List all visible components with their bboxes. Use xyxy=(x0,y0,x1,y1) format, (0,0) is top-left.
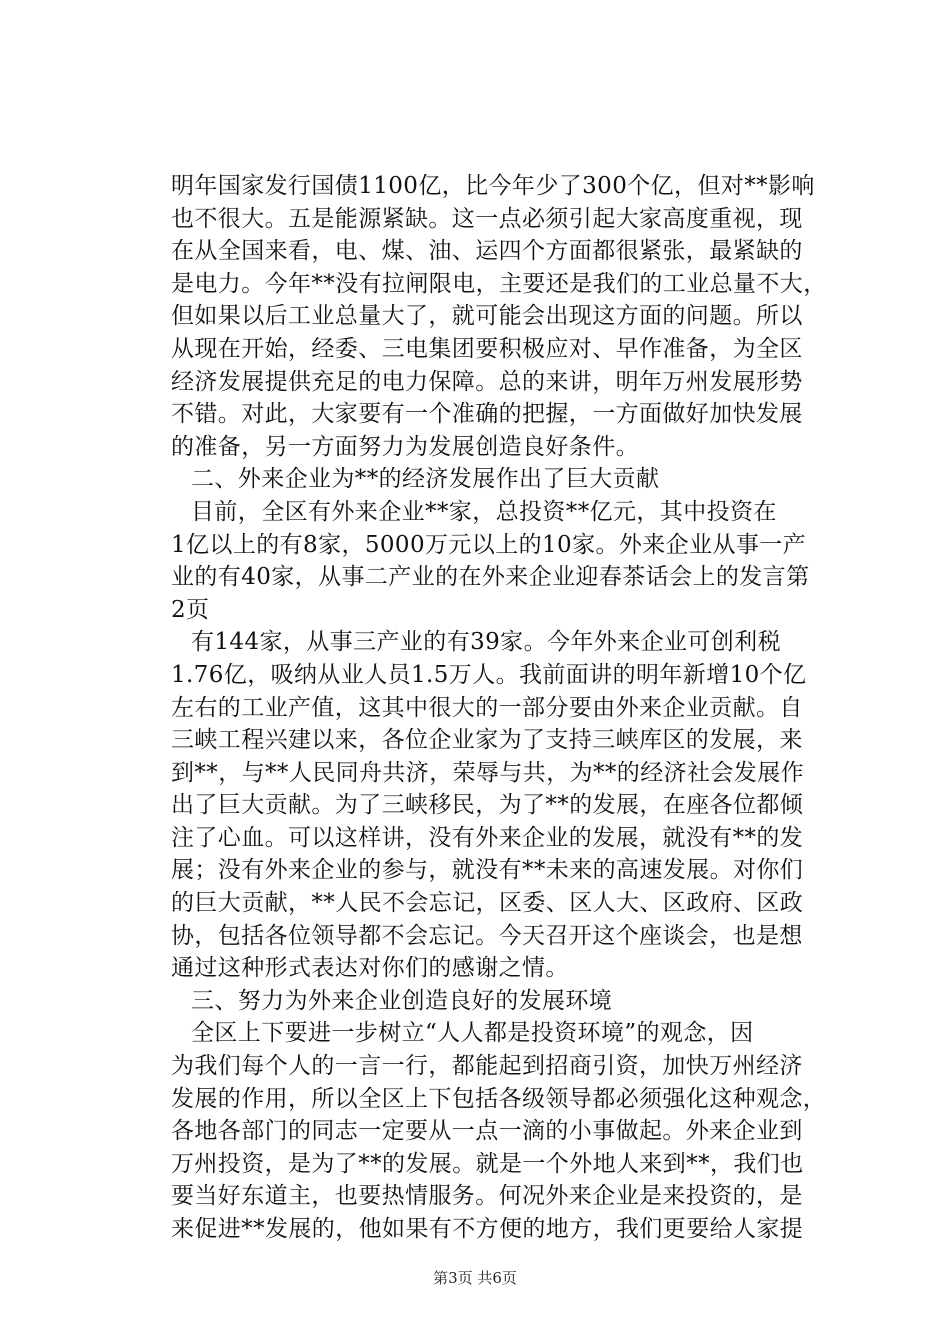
body-line: 三峡工程兴建以来，各位企业家为了支持三峡库区的发展，来 xyxy=(171,727,803,754)
body-line: 出了巨大贡献。为了三峡移民，为了**的发展，在座各位都倾 xyxy=(171,792,804,819)
body-line: 到**，与**人民同舟共济，荣辱与共，为**的经济社会发展作 xyxy=(171,759,804,786)
body-line: 通过这种形式表达对你们的感谢之情。 xyxy=(171,955,569,982)
body-line: 明年国家发行国债1100亿，比今年少了300个亿，但对**影响 xyxy=(171,173,815,199)
body-line: 1亿以上的有8家，5000万元以上的10家。外来企业从事一产 xyxy=(171,531,807,558)
body-line: 为我们每个人的一言一行，都能起到招商引资，加快万州经济 xyxy=(171,1053,803,1080)
body-line: 在从全国来看，电、煤、油、运四个方面都很紧张，最紧缺的 xyxy=(171,238,803,265)
body-line: 不错。对此，大家要有一个准确的把握，一方面做好加快发展 xyxy=(171,401,803,428)
body-line: 的巨大贡献，**人民不会忘记，区委、区人大、区政府、区政 xyxy=(171,890,804,917)
body-line: 展；没有外来企业的参与，就没有**未来的高速发展。对你们 xyxy=(171,857,804,884)
body-line: 是电力。今年**没有拉闸限电，主要还是我们的工业总量不大， xyxy=(171,270,827,297)
body-line: 1.76亿，吸纳从业人员1.5万人。我前面讲的明年新增10个亿 xyxy=(171,661,807,688)
body-line: 业的有40家，从事二产业的在外来企业迎春茶话会上的发言第 xyxy=(171,564,810,591)
document-body xyxy=(171,170,831,1246)
body-line: 全区上下要进一步树立“人人都是投资环境”的观念，因 xyxy=(191,1020,754,1047)
body-line: 发展的作用，所以全区上下包括各级领导都必须强化这种观念， xyxy=(171,1085,827,1112)
body-line: 经济发展提供充足的电力保障。总的来讲，明年万州发展形势 xyxy=(171,368,803,395)
section-heading-3: 三、努力为外来企业创造良好的发展环境 xyxy=(191,987,613,1014)
section-heading-2: 二、外来企业为**的经济发展作出了巨大贡献 xyxy=(191,466,660,493)
page-footer: 第3页 共6页 xyxy=(433,1269,517,1287)
body-line: 协，包括各位领导都不会忘记。今天召开这个座谈会，也是想 xyxy=(171,922,803,949)
body-line: 目前，全区有外来企业**家，总投资**亿元，其中投资在 xyxy=(191,498,777,525)
body-line: 2页 xyxy=(171,596,210,623)
body-line: 但如果以后工业总量大了，就可能会出现这方面的问题。所以 xyxy=(171,303,803,330)
body-line: 要当好东道主，也要热情服务。何况外来企业是来投资的，是 xyxy=(171,1183,803,1210)
body-line: 各地各部门的同志一定要从一点一滴的小事做起。外来企业到 xyxy=(171,1118,803,1145)
body-line: 的准备，另一方面努力为发展创造良好条件。 xyxy=(171,433,639,460)
body-line: 有144家，从事三产业的有39家。今年外来企业可创利税 xyxy=(191,629,781,656)
body-line: 万州投资，是为了**的发展。就是一个外地人来到**，我们也 xyxy=(171,1150,804,1177)
body-line: 也不很大。五是能源紧缺。这一点必须引起大家高度重视，现 xyxy=(171,205,803,232)
body-line: 从现在开始，经委、三电集团要积极应对、早作准备，为全区 xyxy=(171,335,803,362)
body-line: 来促进**发展的，他如果有不方便的地方，我们更要给人家提 xyxy=(171,1216,804,1242)
body-line: 左右的工业产值，这其中很大的一部分要由外来企业贡献。自 xyxy=(171,694,803,721)
body-line: 注了心血。可以这样讲，没有外来企业的发展，就没有**的发 xyxy=(171,824,804,851)
